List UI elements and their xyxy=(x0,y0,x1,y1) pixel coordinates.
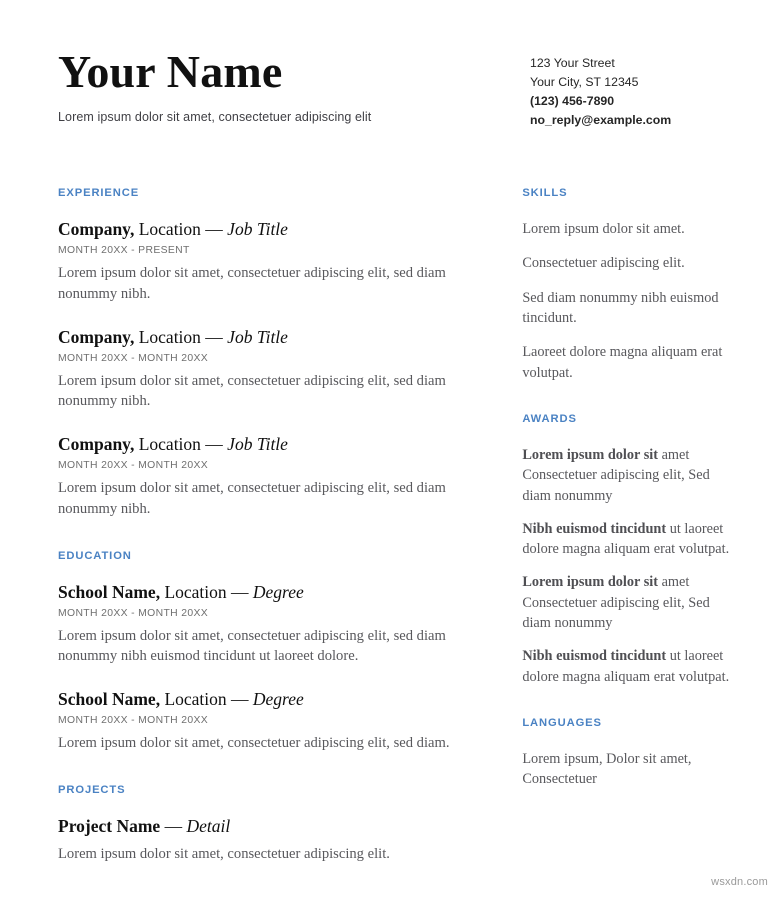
header-identity xyxy=(58,44,508,124)
experience-entry xyxy=(58,434,461,519)
entry-date: MONTH 20XX - MONTH 20XX xyxy=(58,460,209,472)
experience-entry xyxy=(58,219,461,304)
entry-date: MONTH 20XX - MONTH 20XX xyxy=(58,714,209,726)
entry-title xyxy=(58,327,461,348)
contact-city-state-zip: Your City, ST 12345 xyxy=(530,75,639,90)
entry-role: Job Title xyxy=(227,326,288,347)
entry-description: Lorem ipsum dolor sit amet, consectetuer adipiscing elit, sed diam nonummy nibh euismod tincidunt ut laoreet dolore. xyxy=(58,627,446,665)
entry-location: Location xyxy=(134,434,206,455)
left-column xyxy=(58,187,461,864)
entry-role: Degree xyxy=(252,581,304,602)
entry-description: Lorem ipsum dolor sit amet, consectetuer adipiscing elit, sed diam nonummy nibh. xyxy=(58,372,446,410)
right-column xyxy=(522,187,740,864)
section-experience xyxy=(58,187,461,519)
entry-dash: — xyxy=(205,434,228,455)
skill-item: Lorem ipsum dolor sit amet. xyxy=(522,221,685,238)
education-entry xyxy=(58,689,461,754)
experience-entry xyxy=(58,327,461,412)
award-item xyxy=(522,572,740,633)
award-lead: Nibh euismod tincidunt xyxy=(522,520,667,537)
entry-location: Location xyxy=(160,688,232,709)
entry-description: Lorem ipsum dolor sit amet, consectetuer adipiscing elit, sed diam nonummy nibh. xyxy=(58,480,446,517)
entry-org: School Name, xyxy=(58,688,161,709)
entry-title xyxy=(58,816,461,837)
section-title-awards: AWARDS xyxy=(522,412,577,425)
entry-org: Company, xyxy=(58,219,135,240)
resume-header xyxy=(58,44,740,130)
entry-description: Lorem ipsum dolor sit amet, consectetuer adipiscing elit, sed diam nonummy nibh. xyxy=(58,265,446,302)
award-rest: ut laoreet dolore magna aliquam erat volutpat. xyxy=(522,520,730,558)
skill-item: Laoreet dolore magna aliquam erat volutpat. xyxy=(522,344,723,381)
resume-body xyxy=(58,187,740,864)
entry-description: Lorem ipsum dolor sit amet, consectetuer adipiscing elit. xyxy=(58,845,390,862)
header-tagline: Lorem ipsum dolor sit amet, consectetuer adipiscing elit xyxy=(58,109,372,124)
contact-email[interactable]: no_reply@example.com xyxy=(530,113,672,128)
entry-dash: — xyxy=(205,326,228,347)
entry-title xyxy=(58,434,461,455)
entry-dash: — xyxy=(205,219,228,240)
project-entry xyxy=(58,816,461,865)
entry-location: Location xyxy=(134,219,206,240)
award-lead: Lorem ipsum dolor sit xyxy=(522,446,659,463)
award-rest: amet Consectetuer adipiscing elit, Sed diam nonummy xyxy=(522,446,710,504)
column-gap xyxy=(461,187,522,864)
award-rest: ut laoreet dolore magna aliquam erat volutpat. xyxy=(522,648,730,685)
section-title-languages: LANGUAGES xyxy=(522,716,602,729)
section-title-experience: EXPERIENCE xyxy=(58,187,140,200)
entry-role: Detail xyxy=(186,815,231,836)
entry-org: Company, xyxy=(58,326,135,347)
award-item xyxy=(522,519,740,560)
entry-org: Company, xyxy=(58,434,135,455)
entry-role: Job Title xyxy=(227,219,288,240)
section-projects xyxy=(58,784,461,865)
entry-dash: — xyxy=(164,815,187,836)
award-lead: Nibh euismod tincidunt xyxy=(522,648,667,665)
entry-dash: — xyxy=(231,688,253,709)
award-rest: amet Consectetuer adipiscing elit, Sed diam nonummy xyxy=(522,574,710,632)
entry-location: Location xyxy=(160,581,232,602)
contact-block xyxy=(530,44,740,130)
award-item xyxy=(522,445,740,506)
entry-location: Location xyxy=(134,326,206,347)
section-title-education: EDUCATION xyxy=(58,549,132,562)
entry-role: Job Title xyxy=(227,434,288,455)
section-title-projects: PROJECTS xyxy=(58,783,126,796)
entry-date: MONTH 20XX - MONTH 20XX xyxy=(58,607,209,619)
section-skills xyxy=(522,187,740,383)
entry-role: Degree xyxy=(252,688,304,709)
education-entry xyxy=(58,582,461,667)
contact-phone[interactable]: (123) 456-7890 xyxy=(530,94,615,109)
entry-title xyxy=(58,689,461,710)
contact-street: 123 Your Street xyxy=(530,56,615,70)
entry-date: MONTH 20XX - MONTH 20XX xyxy=(58,352,209,364)
entry-dash: — xyxy=(231,581,253,602)
entry-title xyxy=(58,582,461,603)
award-lead: Lorem ipsum dolor sit xyxy=(522,574,659,591)
entry-title xyxy=(58,219,461,240)
entry-org: Project Name xyxy=(58,815,161,836)
watermark: wsxdn.com xyxy=(711,876,768,888)
award-item xyxy=(522,646,740,687)
section-awards xyxy=(522,413,740,687)
page-title: Your Name xyxy=(58,46,283,97)
section-languages xyxy=(522,717,740,790)
entry-description: Lorem ipsum dolor sit amet, consectetuer adipiscing elit, sed diam. xyxy=(58,734,450,751)
section-title-skills: SKILLS xyxy=(522,187,568,200)
entry-date: MONTH 20XX - PRESENT xyxy=(58,245,190,257)
language-item: Lorem ipsum, Dolor sit amet, Consectetuer xyxy=(522,750,692,788)
entry-org: School Name, xyxy=(58,581,161,602)
skill-item: Sed diam nonummy nibh euismod tincidunt. xyxy=(522,289,719,327)
skill-item: Consectetuer adipiscing elit. xyxy=(522,255,685,272)
section-education xyxy=(58,550,461,754)
